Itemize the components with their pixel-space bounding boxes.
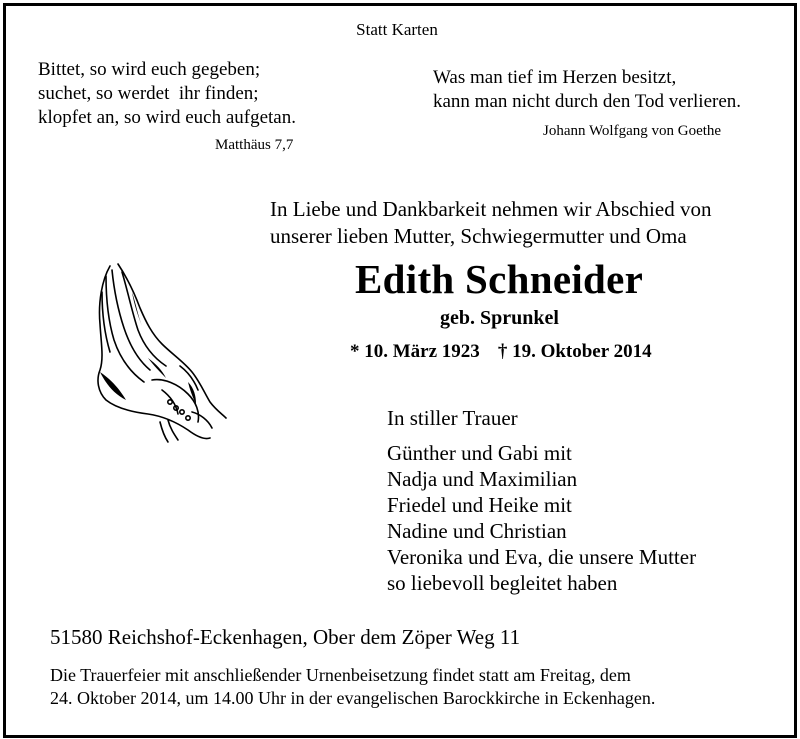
intro-line: In Liebe und Dankbarkeit nehmen wir Abschied von [270, 197, 712, 221]
verse-line: Bittet, so wird euch gegeben; [38, 59, 261, 80]
death-date: † 19. Oktober 2014 [497, 341, 652, 362]
mourning-heading: In stiller Trauer [387, 406, 518, 430]
funeral-notice [50, 664, 655, 710]
mourner-line: Günther und Gabi mit [387, 441, 572, 465]
life-dates [350, 341, 652, 363]
mourner-line: Nadine und Christian [387, 519, 567, 543]
notice-line: 24. Oktober 2014, um 14.00 Uhr in der evangelischen Barockkirche in Eckenhagen. [50, 688, 656, 708]
birth-date: * 10. März 1923 [350, 341, 480, 362]
mourners-list [387, 440, 696, 596]
notice-line: Die Trauerfeier mit anschließender Urnenbeisetzung findet statt am Freitag, dem [50, 665, 631, 685]
verse-line: suchet, so werdet ihr finden; [38, 83, 259, 104]
goethe-quote [433, 66, 741, 114]
quote-line: kann man nicht durch den Tod verlieren. [433, 91, 742, 112]
quote-author: Johann Wolfgang von Goethe [543, 123, 722, 139]
mourner-line: Veronika und Eva, die unsere Mutter [387, 545, 697, 569]
verse-line: klopfet an, so wird euch aufgetan. [38, 107, 296, 128]
praying-hands-icon [92, 262, 232, 444]
mourner-line: so liebevoll begleitet haben [387, 571, 618, 595]
family-address: 51580 Reichshof-Eckenhagen, Ober dem Zöper Weg 11 [50, 625, 521, 649]
farewell-intro [270, 196, 711, 250]
mourner-line: Nadja und Maximilian [387, 467, 578, 491]
maiden-name: geb. Sprunkel [440, 307, 559, 329]
mourner-line: Friedel und Heike mit [387, 493, 572, 517]
deceased-name: Edith Schneider [355, 256, 644, 302]
verse-reference: Matthäus 7,7 [215, 137, 294, 153]
header-title: Statt Karten [356, 20, 438, 39]
quote-line: Was man tief im Herzen besitzt, [433, 67, 677, 88]
intro-line: unserer lieben Mutter, Schwiegermutter und Oma [270, 224, 687, 248]
bible-verse [38, 58, 296, 130]
